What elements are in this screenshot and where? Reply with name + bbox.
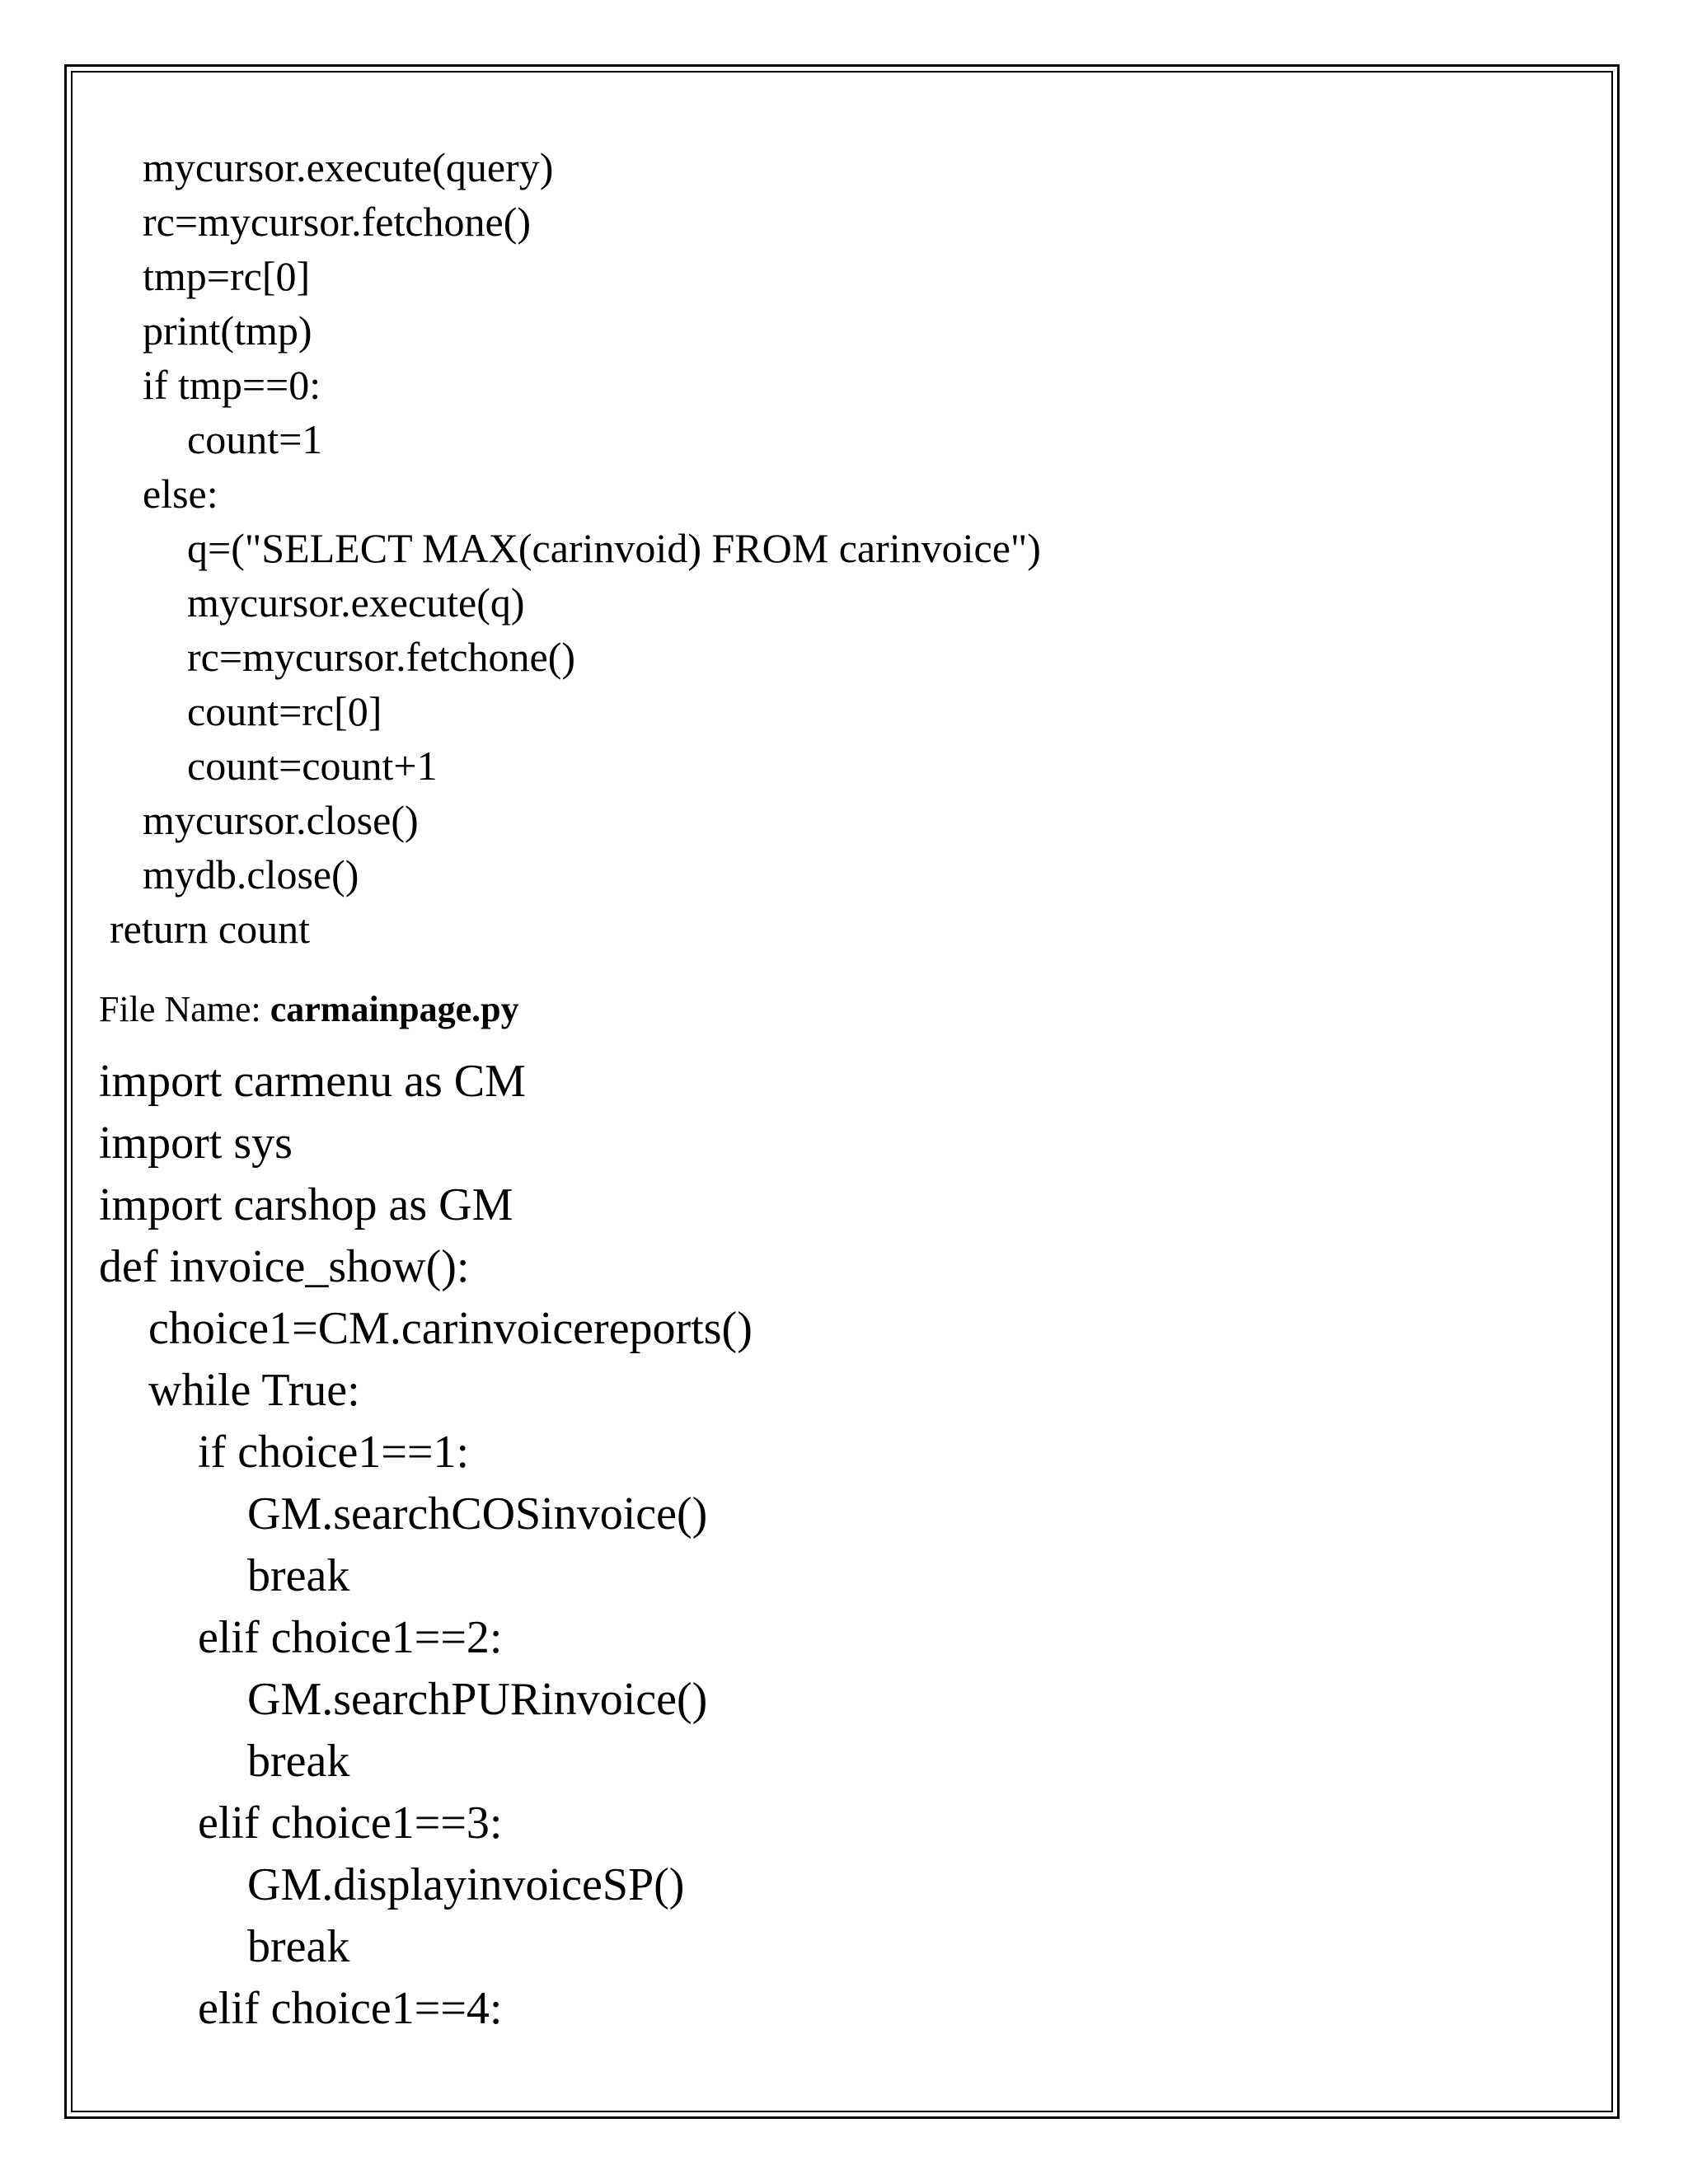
code-line: mycursor.execute(query) (143, 144, 554, 190)
code-line: def invoice_show(): (99, 1241, 470, 1292)
code-line: GM.searchPURinvoice() (247, 1674, 708, 1725)
code-line: mycursor.close() (143, 797, 419, 843)
code-line: GM.displayinvoiceSP() (247, 1859, 685, 1910)
code-line: mycursor.execute(q) (187, 579, 525, 626)
code-line: return count (110, 906, 310, 952)
code-line: import sys (99, 1118, 293, 1169)
code-line: rc=mycursor.fetchone() (143, 199, 532, 245)
code-line: count=1 (187, 416, 323, 462)
code-line: q=("SELECT MAX(carinvoid) FROM carinvoice") (187, 525, 1041, 571)
code-line: else: (143, 471, 218, 517)
code-line: if choice1==1: (198, 1427, 470, 1478)
code-line: rc=mycursor.fetchone() (187, 634, 576, 680)
code-line: tmp=rc[0] (143, 253, 311, 299)
code-line: break (247, 1736, 350, 1787)
code-line: choice1=CM.carinvoicereports() (148, 1303, 753, 1354)
code-line: print(tmp) (143, 307, 312, 354)
code-line: break (247, 1921, 350, 1972)
code-line: elif choice1==2: (198, 1612, 503, 1663)
code-line: mydb.close() (143, 851, 359, 898)
code-line: count=count+1 (187, 743, 438, 789)
file-name-value: carmainpage.py (270, 989, 519, 1029)
code-line: if tmp==0: (143, 362, 321, 408)
code-line: import carshop as GM (99, 1179, 513, 1230)
code-line: break (247, 1550, 350, 1601)
code-line: count=rc[0] (187, 688, 382, 734)
code-line: while True: (148, 1365, 360, 1416)
code-line: import carmenu as CM (99, 1056, 526, 1107)
file-name-prefix: File Name: (99, 989, 270, 1029)
file-name-label (99, 991, 519, 1028)
code-line: GM.searchCOSinvoice() (247, 1488, 708, 1540)
code-line: elif choice1==4: (198, 1983, 503, 2034)
code-line: elif choice1==3: (198, 1797, 503, 1849)
